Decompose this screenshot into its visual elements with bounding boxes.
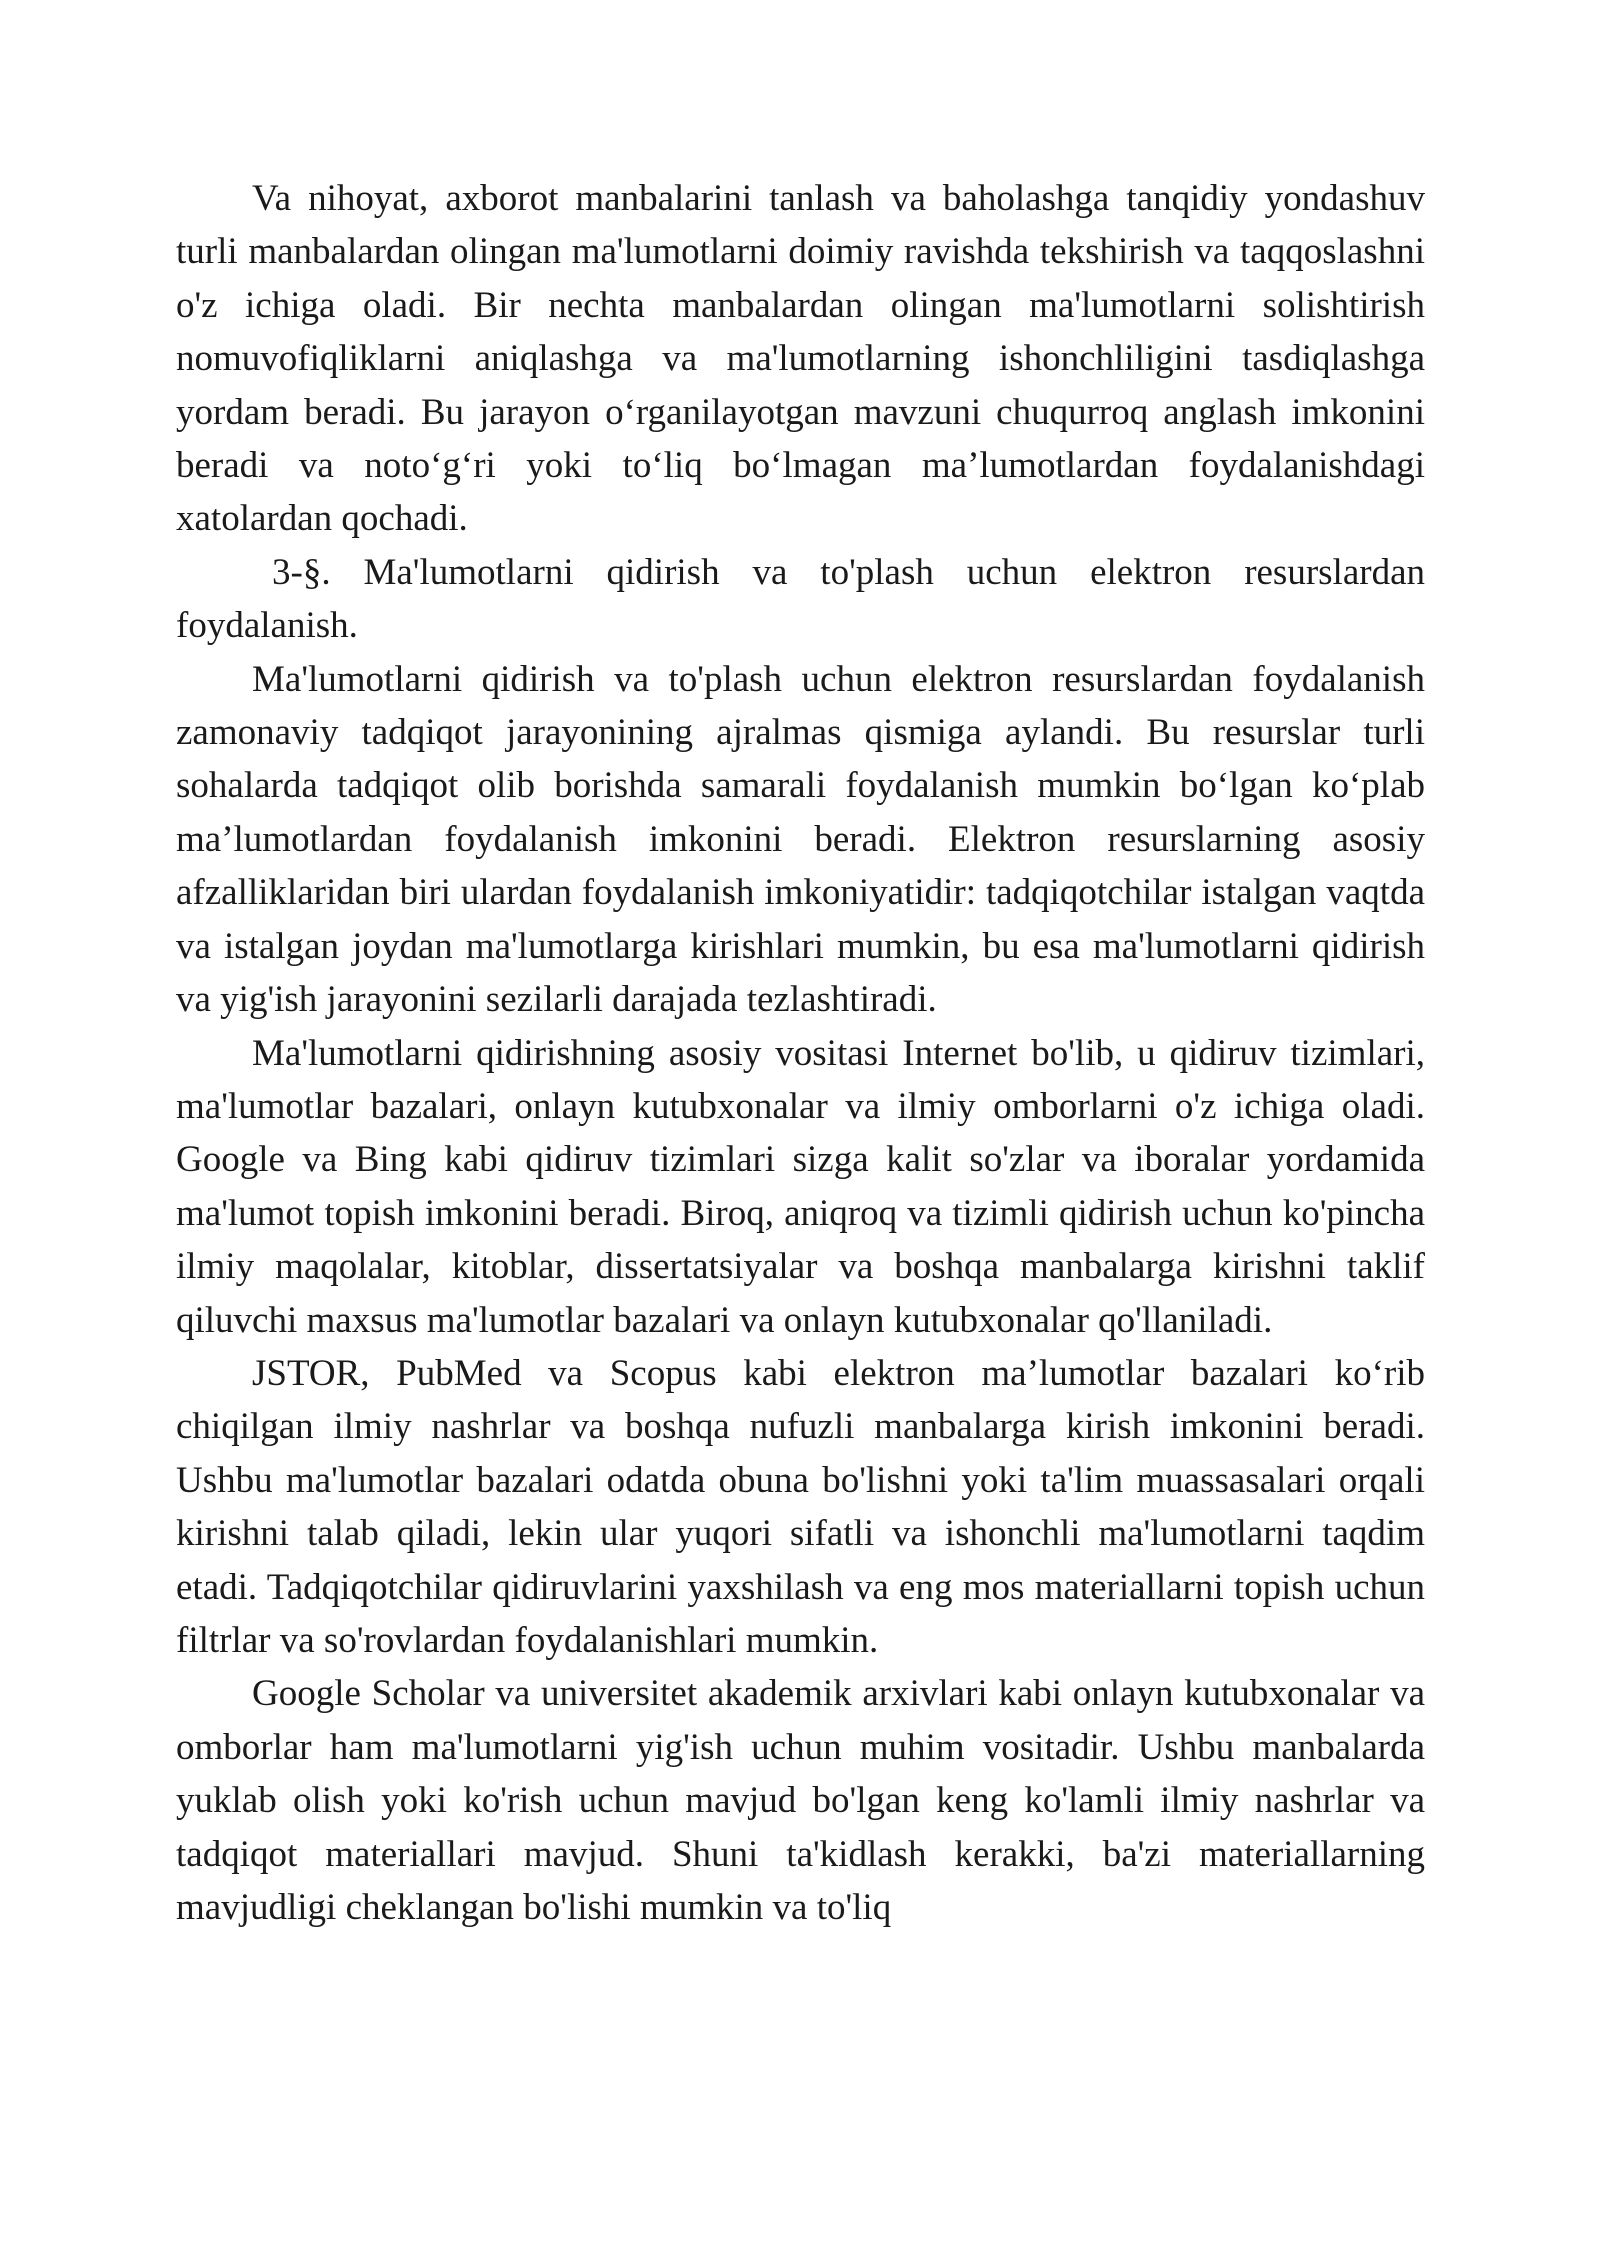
paragraph-critical-approach: Va nihoyat, axborot manbalarini tanlash va baholashga tanqidiy yondashuv turli manbalardan olingan ma'lumotlarni doimiy ravishda tekshirish va taqqoslashni o'z ichiga oladi. Bir nechta manbalardan olingan ma'lumotlarni solishtirish nomuvofiqliklarni aniqlashga va ma'lumotlarning ishonchliligini tasdiqlashga yordam beradi. Bu jarayon o‘rganilayotgan mavzuni chuqurroq anglash imkonini beradi va noto‘g‘ri yoki to‘liq bo‘lmagan ma’lumotlardan foydalanishdagi xatolardan qochadi. (176, 178, 1425, 540)
paragraph-databases: JSTOR, PubMed va Scopus kabi elektron ma’lumotlar bazalari ko‘rib chiqilgan ilmiy nashrlar va boshqa nufuzli manbalarga kirish imkonini beradi. Ushbu ma'lumotlar bazalari odatda obuna bo'lishni yoki ta'lim muassasalari orqali kirishni talab qiladi, lekin ular yuqori sifatli va ishonchli ma'lumotlarni taqdim etadi. Tadqiqotchilar qidiruvlarini yaxshilash va eng mos materiallarni topish uchun filtrlar va so'rovlardan foydalanishlari mumkin. (176, 1352, 1425, 1661)
page-body (176, 172, 1425, 1934)
paragraph-internet-search: Ma'lumotlarni qidirishning asosiy vositasi Internet bo'lib, u qidiruv tizimlari, ma'lumotlar bazalari, onlayn kutubxonalar va ilmiy omborlarni o'z ichiga oladi. Google va Bing kabi qidiruv tizimlari sizga kalit so'zlar va iboralar yordamida ma'lumot topish imkonini beradi. Biroq, aniqroq va tizimli qidirish uchun ko'pincha ilmiy maqolalar, kitoblar, dissertatsiyalar va boshqa manbalarga kirishni taklif qiluvchi maxsus ma'lumotlar bazalari va onlayn kutubxonalar qo'llaniladi. (176, 1032, 1425, 1341)
paragraph-electronic-resources: Ma'lumotlarni qidirish va to'plash uchun elektron resurslardan foydalanish zamonaviy tadqiqot jarayonining ajralmas qismiga aylandi. Bu resurslar turli sohalarda tadqiqot olib borishda samarali foydalanish mumkin bo‘lgan ko‘plab ma’lumotlardan foydalanish imkonini beradi. Elektron resurslarning asosiy afzalliklaridan biri ulardan foydalanish imkoniyatidir: tadqiqotchilar istalgan vaqtda va istalgan joydan ma'lumotlarga kirishlari mumkin, bu esa ma'lumotlarni qidirish va yig'ish jarayonini sezilarli darajada tezlashtiradi. (176, 658, 1425, 1021)
section-heading: 3-§. Ma'lumotlarni qidirish va to'plash uchun elektron resurslardan foydalanish. (176, 551, 1425, 647)
paragraph-online-libraries: Google Scholar va universitet akademik arxivlari kabi onlayn kutubxonalar va omborlar ham ma'lumotlarni yig'ish uchun muhim vositadir. Ushbu manbalarda yuklab olish yoki ko'rish uchun mavjud bo'lgan keng ko'lamli ilmiy nashrlar va tadqiqot materiallari mavjud. Shuni ta'kidlash kerakki, ba'zi materiallarning mavjudligi cheklangan bo'lishi mumkin va to'liq (176, 1673, 1425, 1928)
